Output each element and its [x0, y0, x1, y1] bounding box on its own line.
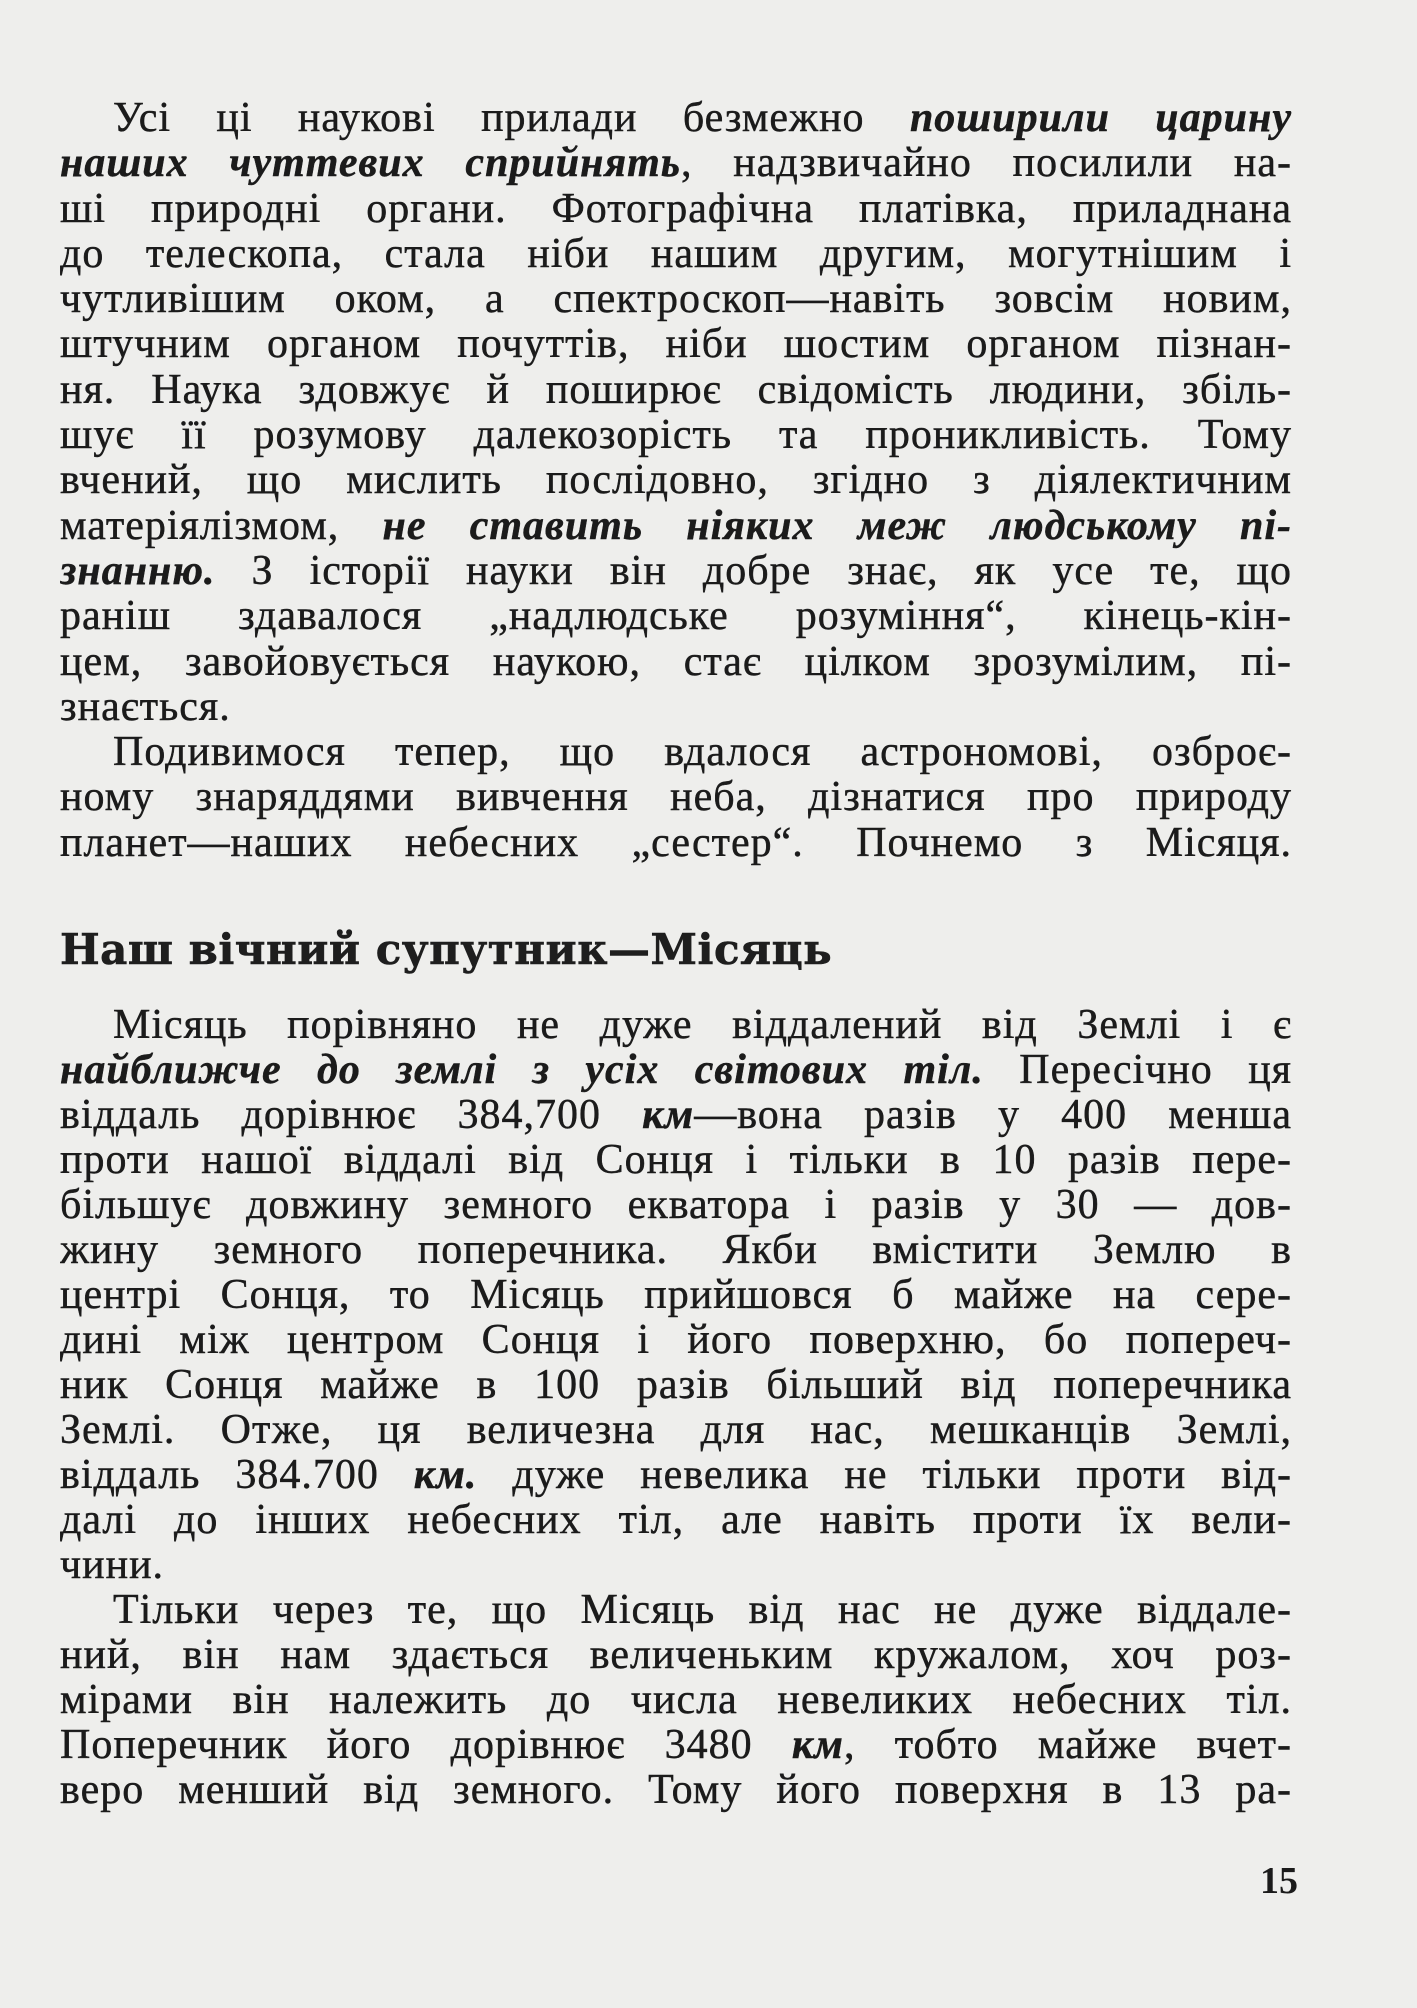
paragraph — [60, 1003, 1292, 1588]
emphasized-text: км — [791, 1723, 844, 1768]
body-text: —вона разів у 400 менша — [694, 1093, 1292, 1138]
body-text: вчений, що мислить послідовно, згідно з діялектичним — [60, 458, 1292, 504]
emphasized-text: наших чуттевих сприйнять — [60, 141, 681, 187]
text-line — [60, 1228, 1292, 1273]
emphasized-text: знанню. — [60, 548, 216, 594]
text-line — [60, 1003, 1292, 1048]
emphasized-text: найближче до землі з усіх світових тіл. — [60, 1048, 984, 1093]
body-text: знається. — [60, 684, 231, 730]
emphasized-text: поширили царину — [909, 96, 1292, 141]
text-line — [60, 1453, 1292, 1498]
emphasized-text: км. — [413, 1453, 478, 1498]
text-line — [60, 1588, 1292, 1633]
body-text: Тільки через те, що Місяць від нас не дуже віддале- — [113, 1588, 1292, 1633]
body-text: далі до інших небесних тіл, але навіть проти їх вели- — [60, 1498, 1292, 1543]
body-text: цем, завойовується наукою, стає цілком зрозумілим, пі- — [60, 639, 1292, 685]
text-line — [60, 821, 1292, 866]
text-line — [60, 1633, 1292, 1678]
text-line — [60, 1273, 1292, 1318]
body-text: ня. Наука здовжує й поширює свідомість людини, збіль- — [60, 367, 1292, 413]
page-number: 15 — [1260, 1860, 1298, 1902]
body-text: дуже невелика не тільки проти від- — [477, 1453, 1292, 1498]
body-text: Пересічно ця — [983, 1048, 1292, 1093]
body-text: проти нашої віддалі від Сонця і тільки в 10 разів пере- — [60, 1138, 1292, 1183]
body-text: Усі ці наукові прилади безмежно — [113, 96, 910, 141]
text-line — [60, 1723, 1292, 1768]
body-text: мірами він належить до числа невеликих небесних тіл. — [60, 1678, 1292, 1723]
body-text: чутливішим оком, а спектроскоп—навіть зовсім новим, — [60, 277, 1292, 323]
body-text: ний, він нам здається величеньким кружалом, хоч роз- — [60, 1633, 1292, 1678]
body-text: чини. — [60, 1543, 165, 1588]
body-text: дині між центром Сонця і його поверхню, бо попереч- — [60, 1318, 1292, 1363]
text-line — [60, 322, 1292, 367]
body-text: Подивимося тепер, що вдалося астрономові, озброє- — [113, 730, 1292, 776]
body-text: , тобто майже вчет- — [843, 1723, 1292, 1768]
body-text: планет—наших небесних „сестер“. Почнемо з Місяця. — [60, 820, 1292, 866]
text-line — [60, 1408, 1292, 1453]
body-text: ші природні органи. Фотографічна платівка, приладнана — [60, 186, 1292, 232]
text-line — [60, 549, 1292, 594]
text-line — [60, 1498, 1292, 1543]
body-text: більшує довжину земного екватора і разів у 30 — дов- — [60, 1183, 1292, 1228]
body-text: веро менший від земного. Тому його поверхня в 13 ра- — [60, 1768, 1292, 1813]
body-text: матеріялізмом, — [60, 503, 383, 549]
text-line — [60, 1183, 1292, 1228]
body-text: шує її розумову далекозорість та проникливість. Тому — [60, 413, 1292, 459]
body-text: , надзвичайно посилили на- — [680, 141, 1292, 187]
text-line — [60, 413, 1292, 458]
body-text: ник Сонця майже в 100 разів більший від поперечника — [60, 1363, 1292, 1408]
section-heading: Наш вічний супутник—Місяць — [60, 925, 833, 974]
body-text: раніш здавалося „надлюдське розуміння“, кінець-кін- — [60, 594, 1292, 640]
emphasized-text: км — [642, 1093, 695, 1138]
emphasized-text: не ставить ніяких меж людському пі- — [382, 503, 1292, 549]
text-line — [60, 1093, 1292, 1138]
text-line — [60, 594, 1292, 639]
text-line — [60, 504, 1292, 549]
body-text: З історії науки він добре знає, як усе те, що — [215, 548, 1292, 594]
body-text: штучним органом почуттів, ніби шостим органом пізнан- — [60, 322, 1292, 368]
intro-text — [60, 96, 1292, 866]
body-text: віддаль 384.700 — [60, 1453, 414, 1498]
body-text: ному знаряддями вивчення неба, дізнатися про природу — [60, 775, 1292, 821]
text-line — [60, 1768, 1292, 1813]
text-line — [60, 1363, 1292, 1408]
paragraph — [60, 1588, 1292, 1813]
body-text: Землі. Отже, ця величезна для нас, мешканців Землі, — [60, 1408, 1292, 1453]
body-text: Поперечник його дорівнює 3480 — [60, 1723, 792, 1768]
text-line — [60, 1138, 1292, 1183]
text-line — [60, 1543, 1292, 1588]
body-text: Місяць порівняно не дуже віддалений від Землі і є — [113, 1003, 1292, 1048]
text-line — [60, 187, 1292, 232]
section-text — [60, 1003, 1292, 1813]
paragraph — [60, 730, 1292, 866]
text-line — [60, 640, 1292, 685]
text-line — [60, 1318, 1292, 1363]
text-line — [60, 1048, 1292, 1093]
paragraph — [60, 96, 1292, 730]
text-line — [60, 775, 1292, 820]
body-text: центрі Сонця, то Місяць прийшовся б майже на сере- — [60, 1273, 1292, 1318]
text-line — [60, 232, 1292, 277]
body-text: до телескопа, стала ніби нашим другим, могутнішим і — [60, 231, 1292, 277]
text-line — [60, 141, 1292, 186]
text-line — [60, 685, 1292, 730]
text-line — [60, 1678, 1292, 1723]
text-line — [60, 96, 1292, 141]
text-line — [60, 277, 1292, 322]
body-text: жину земного поперечника. Якби вмістити Землю в — [60, 1228, 1292, 1273]
text-line — [60, 730, 1292, 775]
body-text: віддаль дорівнює 384,700 — [60, 1093, 643, 1138]
text-line — [60, 458, 1292, 503]
text-line — [60, 368, 1292, 413]
